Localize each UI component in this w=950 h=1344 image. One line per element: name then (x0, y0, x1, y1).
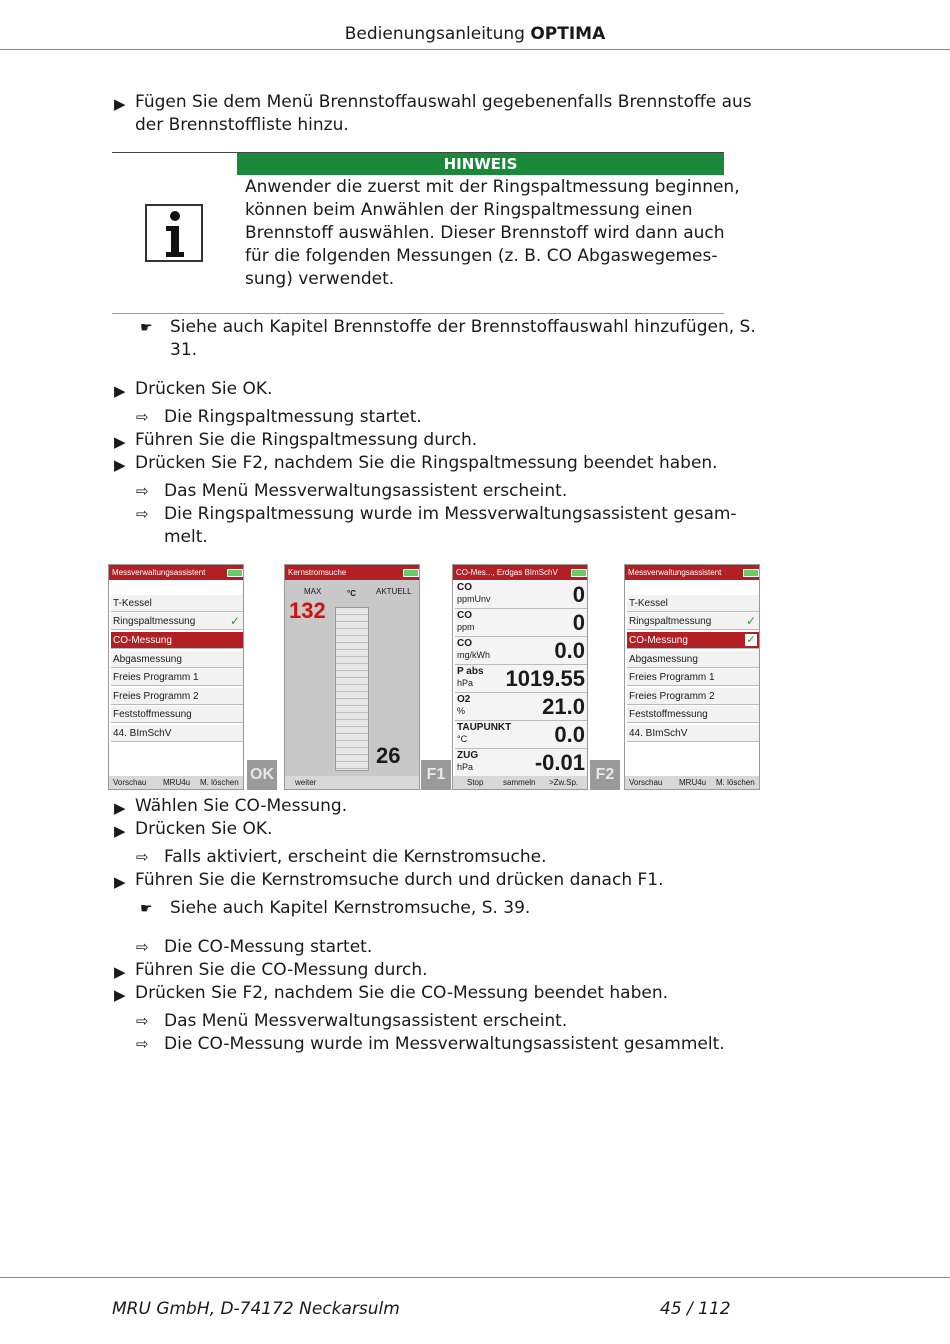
measurement-row (455, 721, 587, 749)
screen-footer (285, 776, 419, 789)
note-bottom-rule (112, 313, 724, 314)
measurement-unit: ppmUnv (457, 594, 491, 604)
measurement-value: 0.0 (554, 638, 585, 663)
step-text: Wählen Sie CO-Messung. (135, 796, 348, 816)
note-line: Anwender die zuerst mit der Ringspaltmessung beginnen, (245, 177, 740, 197)
measurement-row (455, 609, 587, 637)
device-screen-assistant-2 (624, 564, 760, 790)
measurement-value: 21.0 (542, 694, 585, 719)
menu-item[interactable]: 44. BImSchV (111, 725, 243, 742)
note-line: für die folgenden Messungen (z. B. CO Abgaswegemes- (245, 246, 718, 266)
step-arrow-icon: ▶ (114, 456, 126, 474)
ok-key[interactable]: OK (247, 760, 277, 790)
device-screen-co-measurement (452, 564, 588, 790)
menu-item[interactable]: Freies Programm 1 (111, 669, 243, 686)
header-prefix: Bedienungsanleitung (344, 24, 531, 44)
screen-title: Messverwaltungsassistent (625, 565, 759, 580)
measurement-row (455, 637, 587, 665)
step-text: Führen Sie die CO-Messung durch. (135, 960, 428, 980)
intro-line-2: der Brennstoffliste hinzu. (135, 115, 349, 135)
menu-item-label: Ringspaltmessung (629, 616, 712, 627)
result-arrow-icon: ⇨ (136, 1035, 149, 1053)
note-title: HINWEIS (237, 153, 724, 175)
measurement-row (455, 581, 587, 609)
softkey-label[interactable]: M. löschen (716, 778, 755, 787)
step-text: Drücken Sie F2, nachdem Sie die Ringspaltmessung beendet haben. (135, 453, 718, 473)
softkey-label[interactable]: M. löschen (200, 778, 239, 787)
screen-title: CO-Mes..., Erdgas BImSchV (453, 565, 587, 580)
step-text: Drücken Sie F2, nachdem Sie die CO-Messung beendet haben. (135, 983, 669, 1003)
softkey-label[interactable]: Vorschau (629, 778, 663, 787)
temperature-bar (335, 607, 369, 771)
step-arrow-icon: ▶ (114, 986, 126, 1004)
measurement-unit: hPa (457, 678, 474, 688)
menu-item[interactable]: 44. BImSchV (627, 725, 759, 742)
measurement-value: 0 (572, 610, 585, 635)
measurement-row (455, 749, 587, 777)
result-arrow-icon: ⇨ (136, 848, 149, 866)
measurement-row (455, 665, 587, 693)
battery-icon (403, 569, 419, 577)
step-arrow-icon: ▶ (114, 822, 126, 840)
result-text: Falls aktiviert, erscheint die Kernstromsuche. (164, 847, 547, 867)
battery-icon (227, 569, 243, 577)
battery-icon (743, 569, 759, 577)
menu-item[interactable]: Freies Programm 1 (627, 669, 759, 686)
measurement-unit: °C (457, 734, 468, 744)
unit-label: °C (347, 589, 356, 598)
info-icon (145, 204, 203, 262)
f1-key[interactable]: F1 (421, 760, 451, 790)
max-label: MAX (304, 587, 322, 596)
measurement-name: CO (457, 582, 472, 593)
current-value: 26 (376, 743, 401, 768)
softkey-label[interactable]: >Zw.Sp. (549, 778, 579, 787)
menu-item[interactable]: Feststoffmessung (111, 706, 243, 723)
softkey-label[interactable]: Vorschau (113, 778, 147, 787)
measurement-name: CO (457, 638, 472, 649)
reference-text: Siehe auch Kapitel Kernstromsuche, S. 39. (170, 898, 531, 918)
device-screen-assistant-1 (108, 564, 244, 790)
header-product: OPTIMA (530, 24, 606, 44)
step-arrow-icon: ▶ (114, 433, 126, 451)
note-line: sung) verwendet. (245, 269, 395, 289)
check-icon: ✓ (746, 634, 756, 646)
result-text: Die CO-Messung wurde im Messverwaltungsassistent gesammelt. (164, 1034, 725, 1054)
step-text: Führen Sie die Ringspaltmessung durch. (135, 430, 478, 450)
note-line: können beim Anwählen der Ringspaltmessung einen (245, 200, 693, 220)
menu-item[interactable]: T-Kessel (627, 595, 759, 612)
intro-line-1: Fügen Sie dem Menü Brennstoffauswahl gegebenenfalls Brennstoffe aus (135, 92, 752, 112)
result-arrow-icon: ⇨ (136, 938, 149, 956)
step-text: Führen Sie die Kernstromsuche durch und drücken danach F1. (135, 870, 664, 890)
menu-item[interactable]: Abgasmessung (627, 651, 759, 668)
pointing-hand-icon: ☛ (140, 901, 153, 917)
measurement-name: O2 (457, 694, 471, 705)
header-rule (0, 49, 950, 50)
result-text: melt. (164, 527, 208, 547)
f2-key[interactable]: F2 (590, 760, 620, 790)
check-icon: ✓ (745, 614, 756, 628)
softkey-label[interactable]: sammeln (503, 778, 536, 787)
step-arrow-icon: ▶ (114, 873, 126, 891)
page-header (0, 24, 950, 44)
pointing-hand-icon: ☛ (140, 320, 153, 336)
softkey-label[interactable]: MRU4u (679, 778, 707, 787)
current-label: AKTUELL (376, 587, 412, 596)
screen-footer (109, 776, 243, 789)
measurement-name: ZUG (457, 750, 479, 761)
measurement-name: P abs (457, 666, 484, 677)
menu-item[interactable]: Feststoffmessung (627, 706, 759, 723)
measurement-value: 0 (572, 582, 585, 607)
menu-item[interactable]: T-Kessel (111, 595, 243, 612)
measurement-unit: ppm (457, 622, 475, 632)
check-icon: ✓ (229, 614, 240, 628)
note-line: Brennstoff auswählen. Dieser Brennstoff wird dann auch (245, 223, 725, 243)
menu-item-label: CO-Messung (629, 635, 688, 646)
screen-title: Kernstromsuche (285, 565, 419, 580)
menu-item-selected[interactable] (627, 632, 759, 649)
intro-step (114, 91, 752, 137)
result-arrow-icon: ⇨ (136, 1012, 149, 1030)
menu-item-label: Ringspaltmessung (113, 616, 196, 627)
footer-rule (0, 1277, 950, 1278)
footer-company: MRU GmbH, D-74172 Neckarsulm (112, 1299, 400, 1319)
menu-item[interactable]: Freies Programm 2 (111, 688, 243, 705)
step-arrow-icon: ▶ (114, 799, 126, 817)
measurement-unit: mg/kWh (457, 650, 491, 660)
reference-note (140, 316, 756, 362)
measurement-unit: % (457, 706, 466, 716)
measurement-value: 0.0 (554, 722, 585, 747)
screen-title: Messverwaltungsassistent (109, 565, 243, 580)
menu-item[interactable] (111, 613, 243, 630)
measurement-value: 1019.55 (505, 666, 585, 691)
result-text: Das Menü Messverwaltungsassistent erscheint. (164, 481, 568, 501)
screen-footer (625, 776, 759, 789)
menu-item[interactable]: Abgasmessung (111, 651, 243, 668)
menu-item[interactable]: Freies Programm 2 (627, 688, 759, 705)
menu-item-selected[interactable]: CO-Messung (111, 632, 243, 649)
result-arrow-icon: ⇨ (136, 408, 149, 426)
result-text: Die Ringspaltmessung startet. (164, 407, 422, 427)
softkey-label[interactable]: MRU4u (163, 778, 191, 787)
step-text: Drücken Sie OK. (135, 819, 273, 839)
page-number: 45 / 112 (660, 1299, 731, 1319)
result-text: Die CO-Messung startet. (164, 937, 373, 957)
reference-line-1: Siehe auch Kapitel Brennstoffe der Brennstoffauswahl hinzufügen, S. (170, 317, 756, 337)
measurement-unit: hPa (457, 762, 474, 772)
step-arrow-icon: ▶ (114, 963, 126, 981)
step-text: Drücken Sie OK. (135, 379, 273, 399)
screen-footer (453, 776, 587, 789)
result-arrow-icon: ⇨ (136, 505, 149, 523)
result-arrow-icon: ⇨ (136, 482, 149, 500)
device-screen-core-search (284, 564, 420, 790)
softkey-label[interactable]: weiter (295, 778, 317, 787)
measurement-name: CO (457, 610, 472, 621)
max-value: 132 (289, 598, 326, 623)
result-text: Die Ringspaltmessung wurde im Messverwaltungsassistent gesam- (164, 504, 737, 524)
measurement-name: TAUPUNKT (457, 722, 512, 733)
menu-item[interactable] (627, 613, 759, 630)
battery-icon (571, 569, 587, 577)
measurement-row (455, 693, 587, 721)
step-arrow-icon: ▶ (114, 382, 126, 400)
step-arrow-icon: ▶ (114, 95, 126, 113)
softkey-label[interactable]: Stop (467, 778, 484, 787)
note-body (245, 176, 740, 291)
result-text: Das Menü Messverwaltungsassistent erscheint. (164, 1011, 568, 1031)
reference-line-2: 31. (170, 340, 198, 360)
measurement-value: -0.01 (534, 750, 585, 775)
